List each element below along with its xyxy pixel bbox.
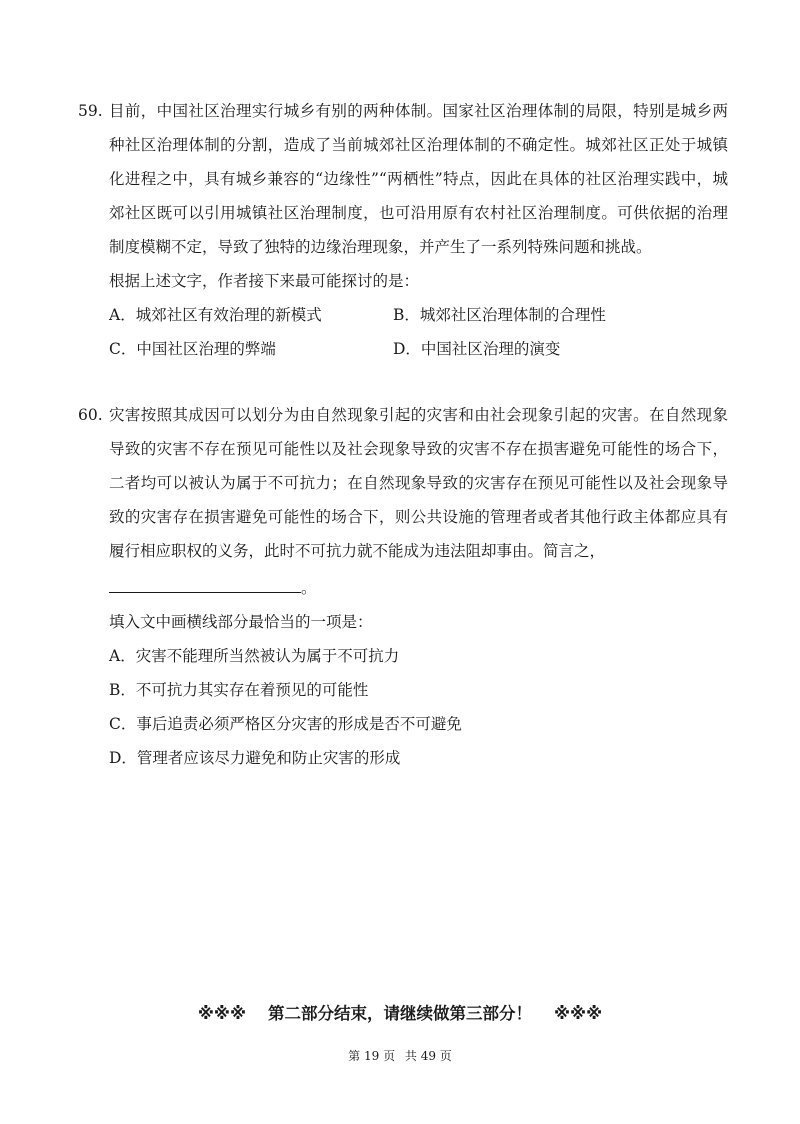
option-row <box>109 298 728 332</box>
answer-blank <box>109 568 301 593</box>
decorative-marks-left: ※※※ <box>197 1004 246 1023</box>
question-prompt: 根据上述文字，作者接下来最可能探讨的是： <box>109 272 420 290</box>
question-passage <box>109 398 728 605</box>
question-body <box>109 398 728 775</box>
page-footer <box>0 1047 800 1064</box>
option-a[interactable]: A．城郊社区有效治理的新模式 <box>109 306 322 324</box>
question-passage: 目前，中国社区治理实行城乡有别的两种体制。国家社区治理体制的局限，特别是城乡两种社区治理体制的分割，造成了当前城郊社区治理体制的不确定性。城郊社区正处于城镇化进程之中，具有城乡兼容的“边缘性”“两栖性”特点，因此在具体的社区治理实践中，城郊社区既可以引用城镇社区治理制度，也可沿用原有农村社区治理制度。可供依据的治理制度模糊不定，导致了独特的边缘治理现象，并产生了一系列特殊问题和挑战。 <box>109 102 728 256</box>
blank-terminator: 。 <box>301 579 317 597</box>
question-number: 59. <box>78 102 103 120</box>
option-c[interactable]: C．事后追责必须严格区分灾害的形成是否不可避免 <box>109 715 462 733</box>
option-d[interactable]: D．管理者应该尽力避免和防止灾害的形成 <box>109 749 401 767</box>
section-end-text: 第二部分结束，请继续做第三部分！ <box>268 1004 532 1023</box>
page-number: 第 19 页 <box>348 1049 396 1063</box>
question-body <box>109 94 728 366</box>
option-a[interactable]: A．灾害不能理所当然被认为属于不可抗力 <box>109 647 400 665</box>
decorative-marks-right: ※※※ <box>554 1004 603 1023</box>
page-total: 共 49 页 <box>404 1049 452 1063</box>
option-d[interactable]: D．中国社区治理的演变 <box>393 340 561 358</box>
question-60 <box>78 398 728 775</box>
section-end-banner <box>0 1000 800 1024</box>
question-prompt: 填入文中画横线部分最恰当的一项是： <box>109 613 373 631</box>
option-c[interactable]: C．中国社区治理的弊端 <box>109 340 276 358</box>
question-number: 60. <box>78 406 103 424</box>
option-b[interactable]: B．城郊社区治理体制的合理性 <box>393 306 606 324</box>
option-row <box>109 332 728 366</box>
question-59 <box>78 94 728 366</box>
option-b[interactable]: B．不可抗力其实存在着预见的可能性 <box>109 681 369 699</box>
passage-text: 灾害按照其成因可以划分为由自然现象引起的灾害和由社会现象引起的灾害。在自然现象导致的灾害不存在预见可能性以及社会现象导致的灾害不存在损害避免可能性的场合下，二者均可以被认为属于不可抗力；在自然现象导致的灾害存在预见可能性以及社会现象导致的灾害存在损害避免可能性的场合下，则公共设施的管理者或者其他行政主体都应具有履行相应职权的义务，此时不可抗力就不能成为违法阻却事由。简言之， <box>109 406 728 560</box>
